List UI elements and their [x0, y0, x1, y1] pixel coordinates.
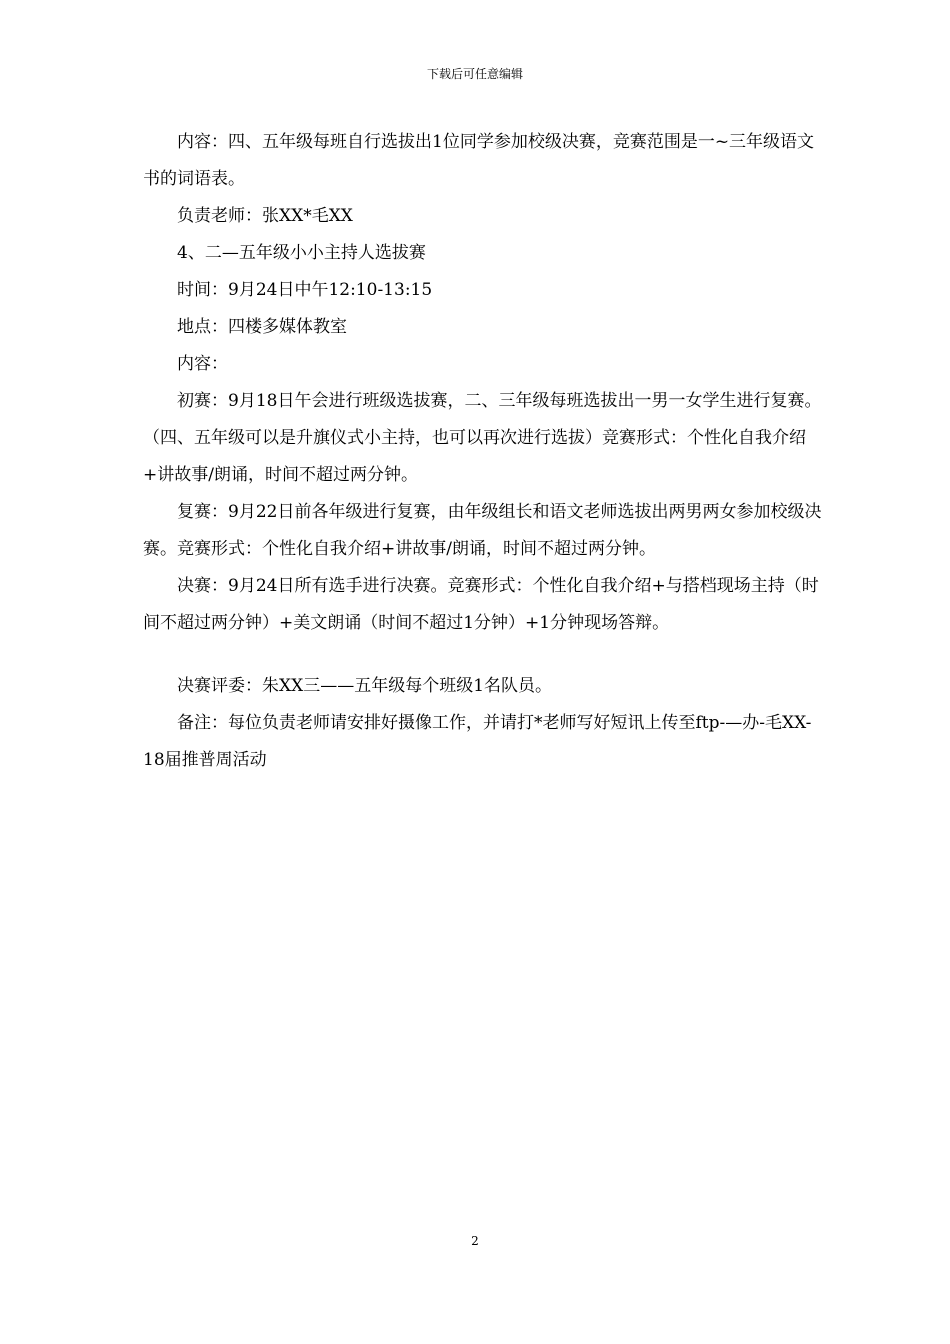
- paragraph-judges: 决赛评委：朱XX三——五年级每个班级1名队员。: [177, 676, 553, 696]
- document-body: [143, 124, 823, 779]
- paragraph-content-scope: 内容：四、五年级每班自行选拔出1位同学参加校级决赛，竞赛范围是一~三年级语文书的词语表。: [143, 132, 815, 189]
- paragraph-location: 地点：四楼多媒体教室: [177, 317, 347, 337]
- paragraph-section-title: 4、二—五年级小小主持人选拔赛: [177, 243, 426, 263]
- paragraph-final: 决赛：9月24日所有选手进行决赛。竞赛形式：个性化自我介绍+与搭档现场主持（时间不超过两分钟）+美文朗诵（时间不超过1分钟）+1分钟现场答辩。: [143, 576, 819, 633]
- paragraph-remarks: 备注：每位负责老师请安排好摄像工作，并请打*老师写好短讯上传至ftp-—办-毛XX-18届推普周活动: [143, 713, 812, 770]
- paragraph-semifinal: 复赛：9月22日前各年级进行复赛，由年级组长和语文老师选拔出两男两女参加校级决赛。竞赛形式：个性化自我介绍+讲故事/朗诵，时间不超过两分钟。: [143, 502, 822, 559]
- page-header: 下载后可任意编辑: [426, 67, 523, 81]
- paragraph-teacher: 负责老师：张XX*毛XX: [177, 206, 353, 226]
- paragraph-content-label: 内容：: [177, 354, 228, 374]
- page-number: 2: [471, 1234, 479, 1248]
- paragraph-time: 时间：9月24日中午12:10-13:15: [177, 280, 433, 300]
- paragraph-preliminary: 初赛：9月18日午会进行班级选拔赛，二、三年级每班选拔出一男一女学生进行复赛。（四、五年级可以是升旗仪式小主持，也可以再次进行选拔）竞赛形式：个性化自我介绍+讲故事/朗诵，时间不超过两分钟。: [143, 391, 822, 485]
